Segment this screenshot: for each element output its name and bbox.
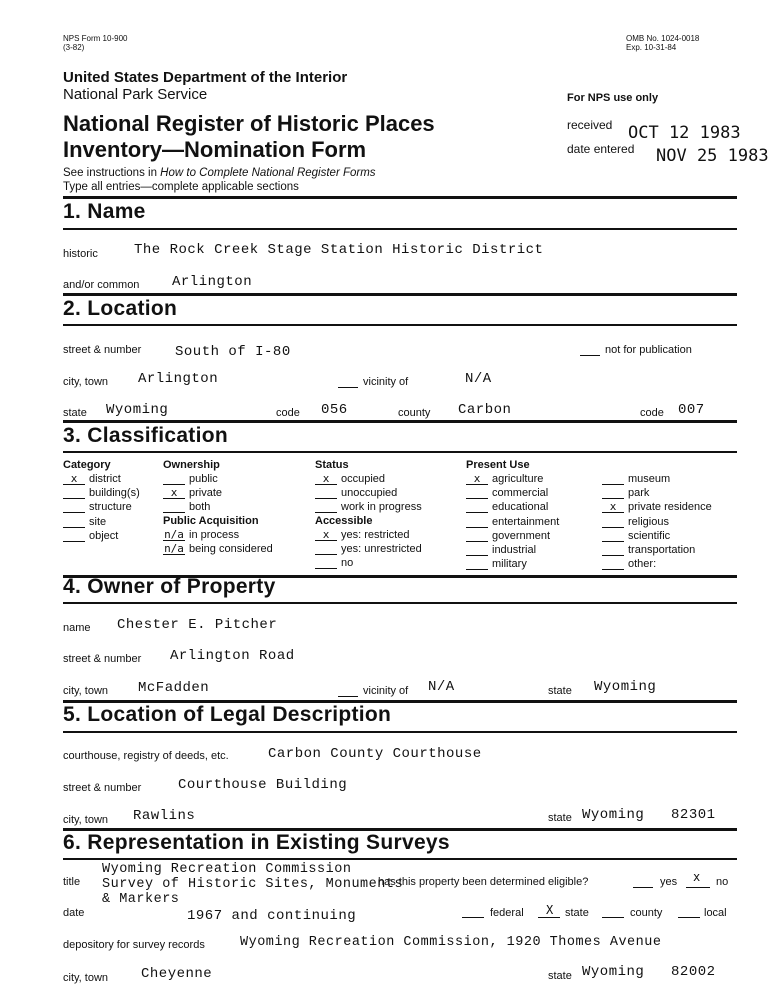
owner-street-label: street & number xyxy=(63,653,142,665)
expiration-date: Exp. 10-31-84 xyxy=(626,43,677,52)
checkbox-label: unoccupied xyxy=(341,487,398,500)
instructions-line1: See instructions in How to Complete National Register Forms xyxy=(63,167,376,179)
checkbox-line[interactable] xyxy=(466,516,488,528)
section-rule xyxy=(63,451,737,453)
section-5-title: 5. Location of Legal Description xyxy=(63,703,392,726)
checkbox-line[interactable] xyxy=(163,473,185,485)
form-date: (3-82) xyxy=(63,43,85,52)
historic-label: historic xyxy=(63,248,98,260)
checkbox-label: both xyxy=(189,501,211,514)
classification-option xyxy=(315,487,397,499)
legal-state-value: Wyoming 82301 xyxy=(582,807,716,823)
checkbox-label: military xyxy=(492,558,527,571)
classification-option xyxy=(63,473,121,485)
checkbox-label: object xyxy=(89,529,119,542)
depository-label: depository for survey records xyxy=(63,939,205,951)
eligible-yes-label: yes xyxy=(660,876,678,888)
classification-option xyxy=(466,558,527,570)
checkbox-line[interactable]: x xyxy=(602,501,624,513)
classification-option xyxy=(315,557,353,569)
checkbox-line[interactable] xyxy=(602,544,624,556)
checkbox-label: industrial xyxy=(492,544,537,556)
department-name: United States Department of the Interior xyxy=(63,69,348,86)
classification-option xyxy=(315,529,409,541)
checkbox-line[interactable] xyxy=(466,530,488,542)
state-survey-label: state xyxy=(565,907,589,919)
depository-value: Wyoming Recreation Commission, 1920 Thomes Avenue xyxy=(240,935,662,950)
location-vicinity-value: N/A xyxy=(465,371,492,387)
eligible-no-label: no xyxy=(716,876,729,888)
section-2-title: 2. Location xyxy=(63,297,178,320)
checkbox-line[interactable] xyxy=(63,487,85,499)
checkbox-label: occupied xyxy=(341,473,386,485)
survey-title-line3: & Markers xyxy=(102,892,180,907)
checkbox-label: entertainment xyxy=(492,515,560,528)
public-acquisition-header: Public Acquisition xyxy=(163,515,259,527)
date-entered-label: date entered xyxy=(567,142,635,156)
section-rule xyxy=(63,196,737,199)
date-entered-stamp: NOV 25 1983 xyxy=(656,146,769,166)
service-name: National Park Service xyxy=(63,86,208,103)
owner-name-value: Chester E. Pitcher xyxy=(117,617,278,633)
classification-option xyxy=(602,558,656,570)
legal-state-label: state xyxy=(548,812,572,824)
owner-city-value: McFadden xyxy=(138,680,210,696)
classification-option xyxy=(315,473,385,485)
checkbox-line[interactable] xyxy=(315,557,337,569)
section-rule xyxy=(63,293,737,296)
state-code-value: 056 xyxy=(321,402,348,418)
historic-name-value: The Rock Creek Stage Station Historic District xyxy=(134,242,544,258)
checkbox-line[interactable] xyxy=(602,473,624,485)
checkbox-label: government xyxy=(492,529,551,542)
received-label: received xyxy=(567,118,613,132)
classification-option xyxy=(163,487,222,499)
depository-city-value: Cheyenne xyxy=(141,966,213,982)
county-survey-label: county xyxy=(630,907,663,919)
classification-option xyxy=(466,516,559,528)
classification-option xyxy=(163,501,210,513)
classification-option xyxy=(602,516,669,528)
classification-option xyxy=(163,529,239,541)
owner-state-value: Wyoming xyxy=(594,679,657,695)
checkbox-line[interactable] xyxy=(602,516,624,528)
survey-title-label: title xyxy=(63,876,81,888)
eligible-question: has this property been determined eligible? xyxy=(378,876,589,888)
checkbox-label: public xyxy=(189,473,218,485)
depository-city-label: city, town xyxy=(63,972,109,984)
checkbox-line[interactable]: x xyxy=(466,473,488,485)
checkbox-line[interactable] xyxy=(163,501,185,513)
checkbox-label: park xyxy=(628,487,650,500)
classification-option xyxy=(466,473,543,485)
city-town-label: city, town xyxy=(63,376,109,388)
checkbox-label: private residence xyxy=(628,501,712,514)
checkbox-line[interactable] xyxy=(466,558,488,570)
section-6-title: 6. Representation in Existing Surveys xyxy=(63,831,450,854)
legal-street-label: street & number xyxy=(63,782,142,794)
classification-option xyxy=(602,501,712,513)
checkbox-label: other: xyxy=(628,558,657,571)
owner-state-label: state xyxy=(548,685,572,697)
survey-title-line2: Survey of Historic Sites, Monuments xyxy=(102,877,404,892)
owner-city-label: city, town xyxy=(63,685,109,697)
not-for-publication-label: not for publication xyxy=(605,344,692,356)
ownership-header: Ownership xyxy=(163,459,220,471)
classification-option xyxy=(163,543,273,555)
classification-option xyxy=(63,501,132,513)
checkbox-line[interactable]: x xyxy=(315,529,337,541)
eligible-no-mark[interactable]: x xyxy=(693,870,701,884)
checkbox-line[interactable] xyxy=(602,487,624,499)
checkbox-label: site xyxy=(89,515,107,528)
checkbox-line[interactable] xyxy=(315,487,337,499)
checkbox-line[interactable] xyxy=(315,501,337,513)
nps-use-label: For NPS use only xyxy=(567,92,659,104)
section-rule xyxy=(63,602,737,604)
section-rule xyxy=(63,228,737,230)
common-name-value: Arlington xyxy=(172,274,253,290)
checkbox-label: structure xyxy=(89,501,132,514)
status-header: Status xyxy=(315,459,349,471)
category-header: Category xyxy=(63,459,111,471)
form-number: NPS Form 10-900 xyxy=(63,34,128,43)
classification-option xyxy=(63,487,140,499)
depository-state-label: state xyxy=(548,970,572,982)
section-rule xyxy=(63,731,737,733)
checkbox-label: transportation xyxy=(628,544,696,556)
accessible-header: Accessible xyxy=(315,515,373,527)
checkbox-line[interactable]: x xyxy=(63,473,85,485)
checkbox-label: building(s) xyxy=(89,487,140,500)
checkbox-line[interactable] xyxy=(602,558,624,570)
common-name-label: and/or common xyxy=(63,279,140,291)
classification-option xyxy=(466,544,536,556)
owner-street-value: Arlington Road xyxy=(170,648,295,664)
checkbox-line[interactable]: x xyxy=(163,487,185,499)
survey-title-line1: Wyoming Recreation Commission xyxy=(102,862,352,877)
location-city-value: Arlington xyxy=(138,371,219,387)
section-4-title: 4. Owner of Property xyxy=(63,575,276,598)
section-rule xyxy=(63,324,737,326)
state-label: state xyxy=(63,407,87,419)
present-use-header: Present Use xyxy=(466,459,530,471)
classification-option xyxy=(602,530,670,542)
legal-street-value: Courthouse Building xyxy=(178,777,348,793)
checkbox-label: being considered xyxy=(189,543,273,556)
classification-option xyxy=(315,501,422,513)
location-state-value: Wyoming xyxy=(106,402,169,418)
street-number-label: street & number xyxy=(63,344,142,356)
form-title-line1: National Register of Historic Places xyxy=(63,111,435,136)
classification-option xyxy=(466,487,548,499)
form-title-line2: Inventory—Nomination Form xyxy=(63,137,367,162)
classification-option xyxy=(63,530,118,542)
checkbox-line[interactable] xyxy=(466,501,488,513)
county-code-value: 007 xyxy=(678,402,705,418)
classification-option xyxy=(602,544,695,556)
survey-date-value: 1967 and continuing xyxy=(187,908,357,924)
county-code-label: code xyxy=(640,407,664,419)
checkbox-line[interactable]: x xyxy=(315,473,337,485)
classification-option xyxy=(602,473,670,485)
checkbox-line[interactable] xyxy=(602,530,624,542)
checkbox-label: no xyxy=(341,557,354,570)
checkbox-line[interactable] xyxy=(466,544,488,556)
received-stamp: OCT 12 1983 xyxy=(628,123,741,143)
checkbox-label: district xyxy=(89,473,121,485)
local-survey-label: local xyxy=(704,907,727,919)
courthouse-value: Carbon County Courthouse xyxy=(268,746,482,762)
county-label: county xyxy=(398,407,431,419)
checkbox-label: yes: unrestricted xyxy=(341,543,422,556)
checkbox-line[interactable]: n/a xyxy=(164,528,184,541)
classification-option xyxy=(63,516,106,528)
checkbox-line[interactable] xyxy=(63,530,85,542)
checkbox-label: educational xyxy=(492,501,549,514)
owner-vicinity-value: N/A xyxy=(428,679,455,695)
legal-city-value: Rawlins xyxy=(133,808,196,824)
section-rule xyxy=(63,420,737,423)
classification-option xyxy=(466,501,548,513)
checkbox-label: agriculture xyxy=(492,473,544,485)
omb-number: OMB No. 1024-0018 xyxy=(626,34,700,43)
state-survey-mark[interactable]: X xyxy=(546,903,554,917)
section-1-title: 1. Name xyxy=(63,200,146,223)
checkbox-line[interactable]: n/a xyxy=(164,542,184,556)
federal-label: federal xyxy=(490,907,524,919)
checkbox-label: commercial xyxy=(492,487,549,500)
checkbox-label: private xyxy=(189,487,223,500)
checkbox-label: museum xyxy=(628,473,671,485)
county-value: Carbon xyxy=(458,402,512,418)
survey-date-label: date xyxy=(63,907,85,919)
classification-option xyxy=(315,543,422,555)
section-rule xyxy=(63,858,737,860)
classification-option xyxy=(163,473,218,485)
section-3-title: 3. Classification xyxy=(63,424,228,447)
classification-option xyxy=(466,530,550,542)
legal-city-label: city, town xyxy=(63,814,109,826)
checkbox-label: in process xyxy=(189,529,240,541)
checkbox-line[interactable] xyxy=(63,516,85,528)
checkbox-line[interactable] xyxy=(466,487,488,499)
instructions-line2: Type all entries—complete applicable sections xyxy=(63,181,299,193)
owner-name-label: name xyxy=(63,622,91,634)
courthouse-label: courthouse, registry of deeds, etc. xyxy=(63,750,229,762)
checkbox-line[interactable] xyxy=(63,501,85,513)
checkbox-label: religious xyxy=(628,515,669,528)
checkbox-label: work in progress xyxy=(341,501,422,514)
vicinity-label: vicinity of xyxy=(363,376,409,388)
depository-state-value: Wyoming 82002 xyxy=(582,964,716,980)
checkbox-label: scientific xyxy=(628,529,671,542)
code-label: code xyxy=(276,407,300,419)
checkbox-label: yes: restricted xyxy=(341,529,410,541)
owner-vicinity-label: vicinity of xyxy=(363,685,409,697)
checkbox-line[interactable] xyxy=(315,543,337,555)
location-street-value: South of I-80 xyxy=(175,344,291,360)
classification-option xyxy=(602,487,649,499)
